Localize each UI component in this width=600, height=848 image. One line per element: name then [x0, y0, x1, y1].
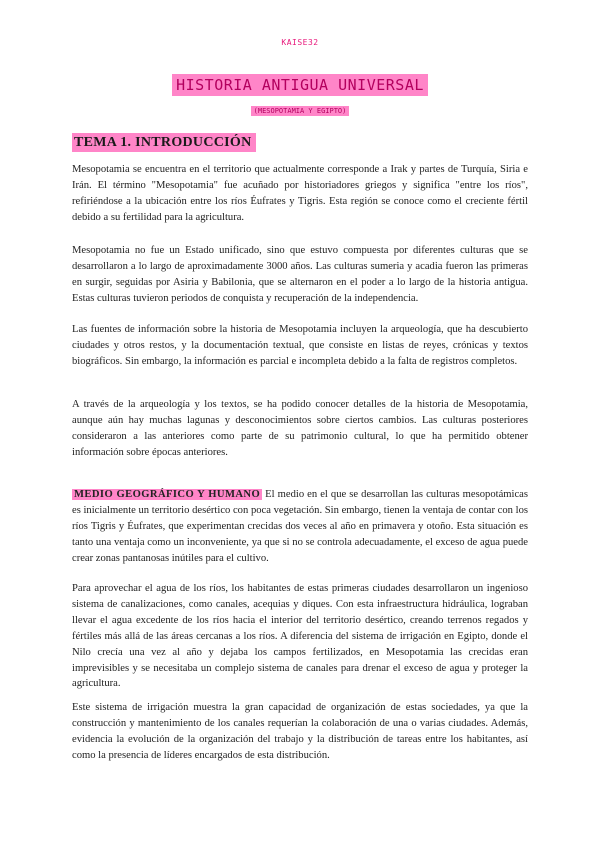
header-code: KAISE32: [281, 38, 319, 47]
paragraph-medio: [72, 487, 528, 567]
paragraph-irrigation: Para aprovechar el agua de los ríos, los habitantes de estas primeras ciudades desarrollaron un ingenioso sistema de canalizaciones, como canales, acequias y diques. Con esta infraestructura hidráulica, lograban llevar el agua excedente de los ríos hacia el interior del territorio desértico, creando terrenos regados y fértiles más allá de las áreas cercanas a los ríos. A diferencia del sistema de irrigación en Egipto, donde el Nilo crecía una vez al año y dejaba los campos fertilizados, en Mesopotamia las crecidas eran imprevisibles y se necesitaba un complejo sistema de canales para drenar el exceso de agua y proteger la agricultura.: [72, 583, 528, 690]
paragraph-2: Mesopotamia no fue un Estado unificado, sino que estuvo compuesta por diferentes culturas que se desarrollaron a lo largo de aproximadamente 3000 años. Las culturas sumeria y acadia fueron las primeras en surgir, seguidas por Asiria y Babilonia, que se alternaron en el poder a lo largo de la historia antigua. Estas culturas tuvieron periodos de conquista y recuperación de la independencia.: [72, 245, 528, 304]
document-title: HISTORIA ANTIGUA UNIVERSAL: [172, 74, 428, 96]
subtitle-wrapper: [0, 100, 600, 118]
medio-intro-text: El medio en el que se desarrollan las culturas mesopotámicas es inicialmente un territorio desértico con poca vegetación. Sin embargo, tienen la ventaja de contar con los ríos Tigris y Éufrates, que experimentan crecidas dos veces al año en primavera y otoño. Esta situación es tanto una ventaja como un inconveniente, ya que si no se controla adecuadamente, el exceso de agua puede crear zonas pantanosas inútiles para el cultivo.: [72, 489, 528, 564]
paragraph-3: Las fuentes de información sobre la historia de Mesopotamia incluyen la arqueología, que ha descubierto ciudades y otros restos, y la documentación textual, que consiste en listas de reyes, crónicas y textos biográficos. Sin embargo, la información es parcial e incompleta debido a la falta de registros completos.: [72, 324, 528, 367]
paragraph-1: Mesopotamia se encuentra en el territorio que actualmente corresponde a Irak y partes de Turquía, Siria e Irán. El término "Mesopotamia" fue acuñado por historiadores griegos y significa "entre los ríos", refiriéndose a la ubicación entre los ríos Éufrates y Tigris. Esta región se conoce como el creciente fértil debido a su fertilidad para la agricultura.: [72, 164, 528, 223]
document-subtitle: (MESOPOTAMIA Y EGIPTO): [251, 106, 350, 116]
title-wrapper: [0, 74, 600, 96]
section-heading: TEMA 1. INTRODUCCIÓN: [72, 133, 256, 152]
paragraph-organization: Este sistema de irrigación muestra la gran capacidad de organización de estas sociedades, ya que la construcción y mantenimiento de los canales requerían la colaboración de una o varias ciudades. Además, evidencia la evolución de la organización del trabajo y la distribución de tareas entre los habitantes, así como la presencia de líderes encargados de esta distribución.: [72, 702, 528, 761]
medio-highlight-label: MEDIO GEOGRÁFICO Y HUMANO: [74, 489, 261, 500]
paragraph-4: A través de la arqueología y los textos, se ha podido conocer detalles de la historia de Mesopotamia, aunque aún hay muchas lagunas y desconocimientos sobre ciertos cambios. Las culturas posteriores consideraron a las anteriores como parte de su patrimonio cultural, lo que ha permitido obtener información sobre épocas anteriores.: [72, 399, 528, 458]
